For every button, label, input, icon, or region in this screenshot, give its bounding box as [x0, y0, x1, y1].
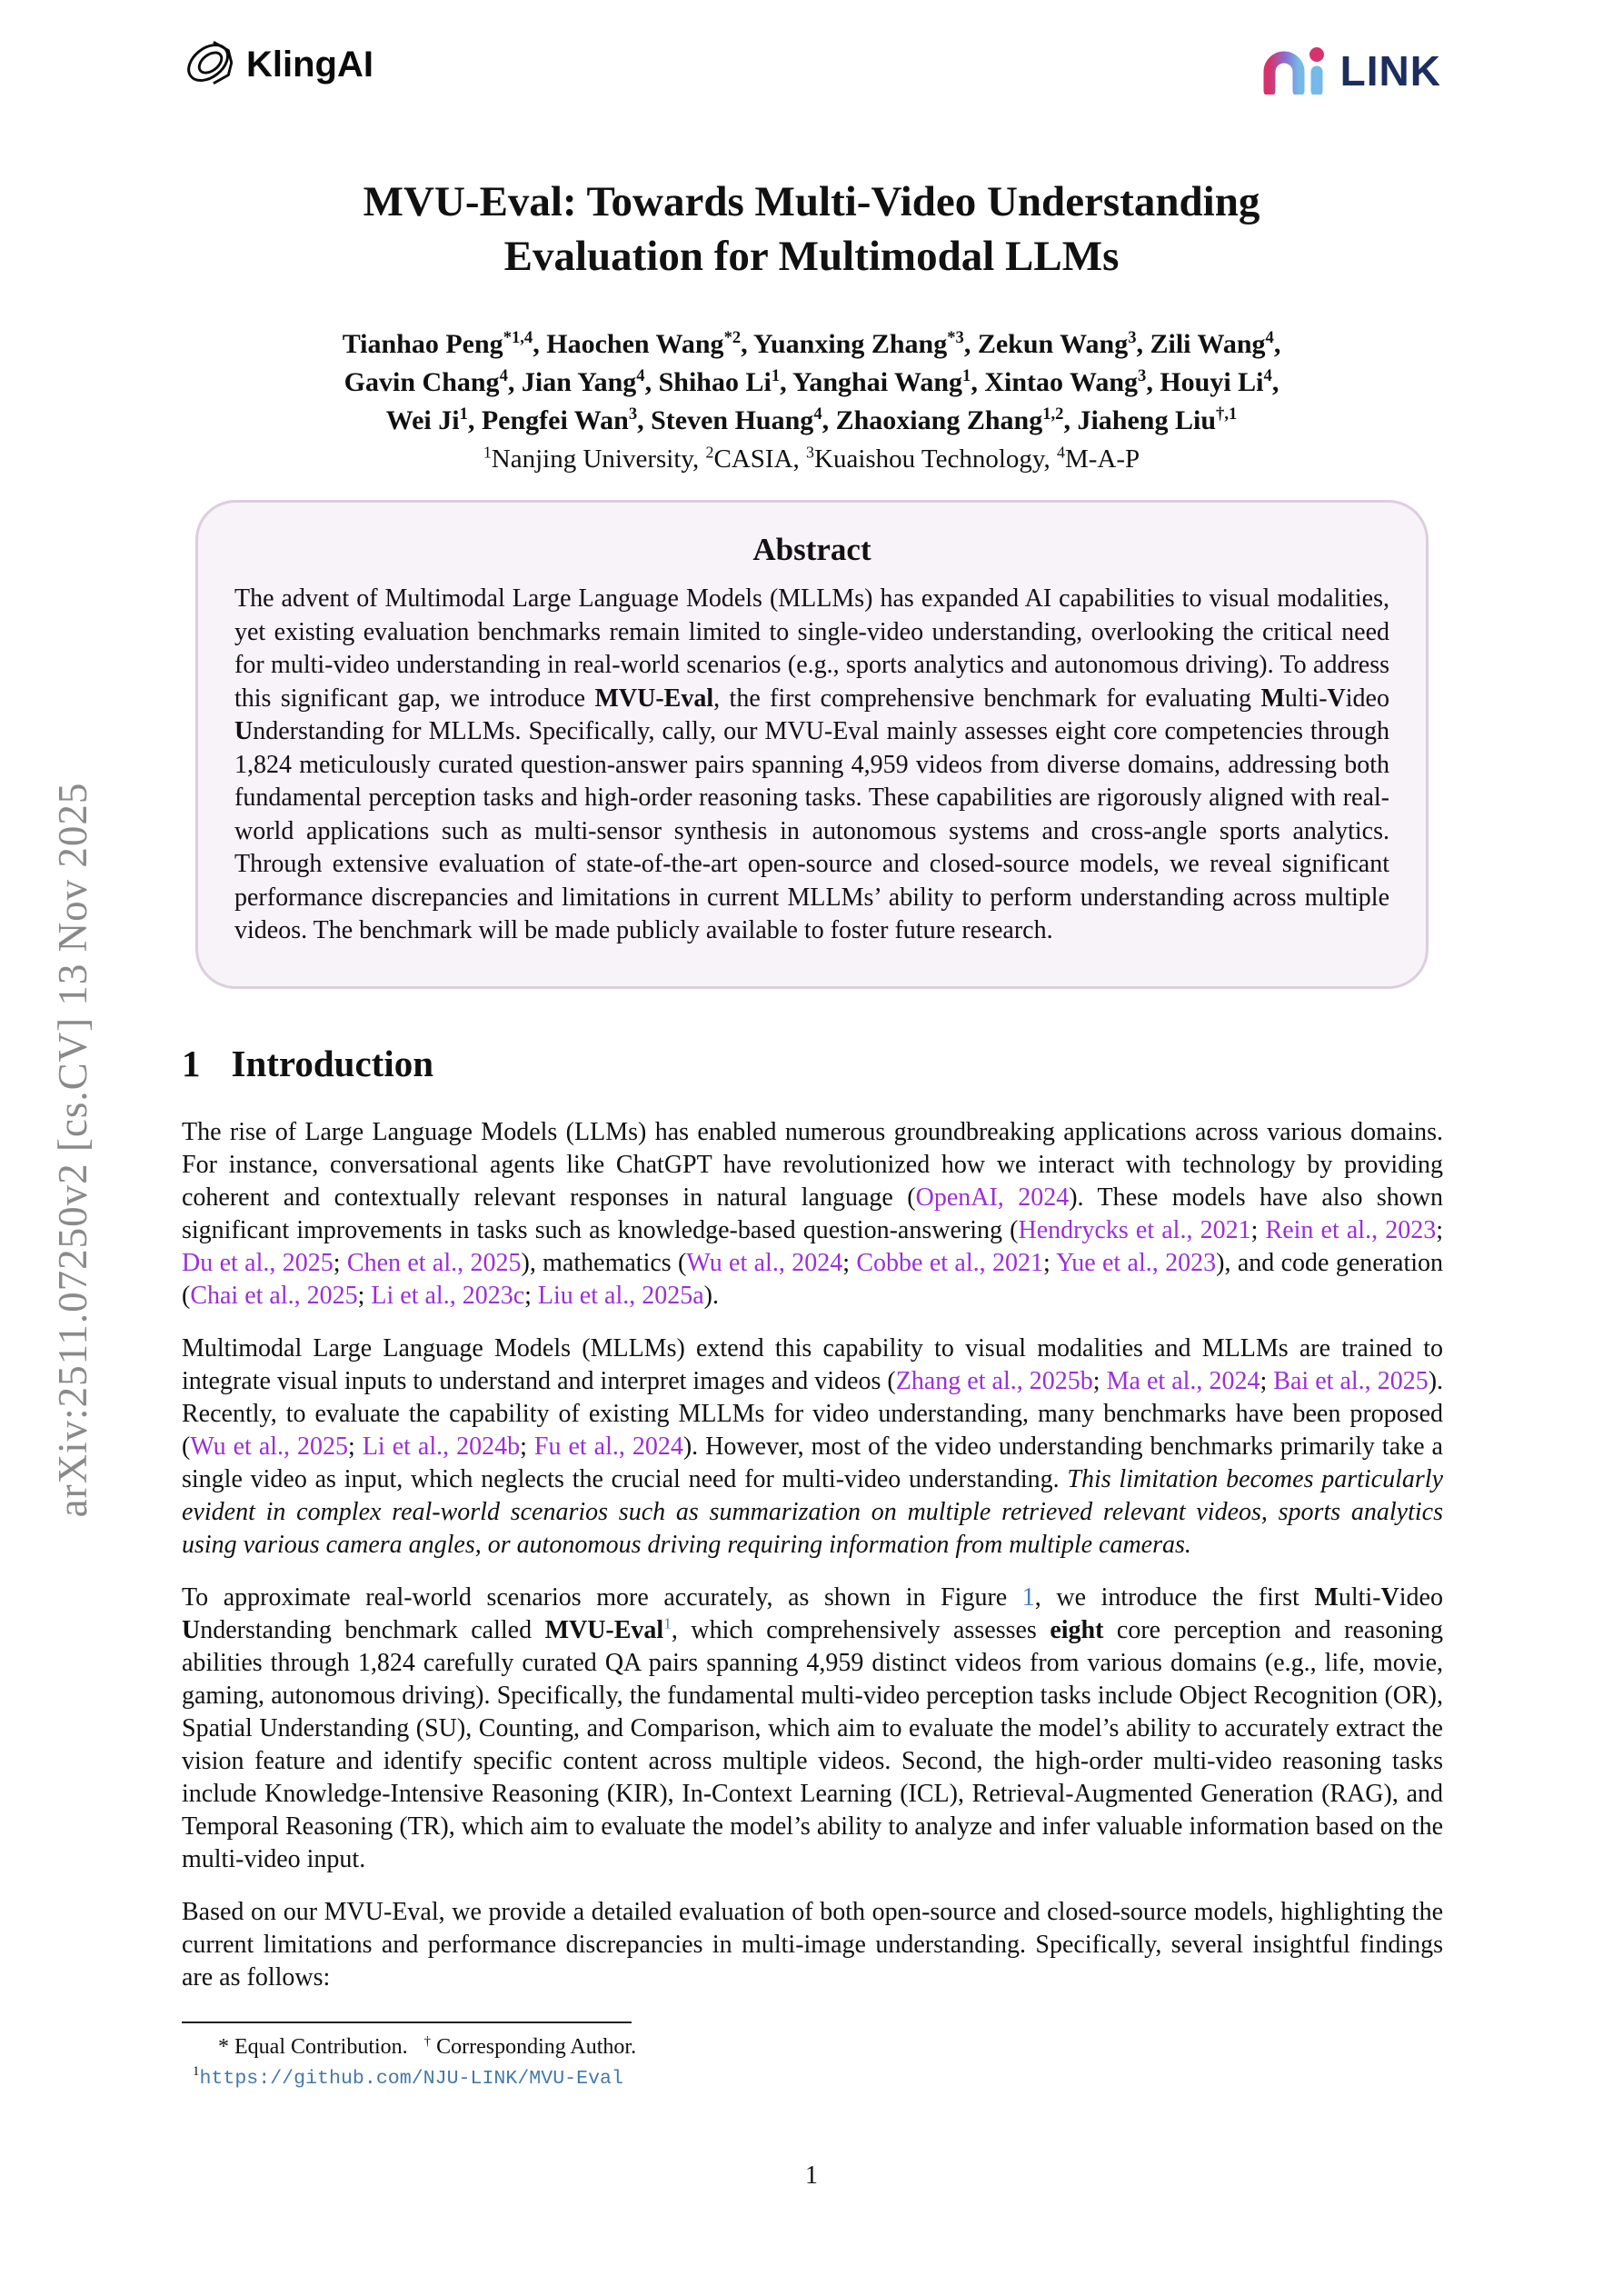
bold-text: eight [1050, 1616, 1104, 1644]
bold-text: U [234, 717, 254, 745]
text-segment: To approximate real-world scenarios more accurately, as shown in Figure [182, 1583, 1022, 1612]
superscript-text-segment: 3 [1138, 366, 1147, 385]
citation-link[interactable]: Du et al., 2025 [182, 1249, 334, 1277]
text-segment: , which comprehensively assesses [671, 1616, 1050, 1644]
citation-link[interactable]: Rein et al., 2023 [1265, 1216, 1437, 1244]
abstract-box [195, 500, 1429, 989]
citation-link[interactable]: Li et al., 2023c [371, 1282, 525, 1310]
footnote-contribution [182, 2032, 1443, 2062]
text-segment: ; [348, 1433, 363, 1461]
intro-paragraph-3 [182, 1582, 1443, 1876]
text-segment: , Xintao Wang [971, 367, 1139, 397]
nlink-logo-text: LINK [1339, 46, 1441, 95]
kling-logo-text: KlingAI [246, 45, 373, 85]
text-segment: ), mathematics ( [521, 1249, 687, 1277]
bold-text: V [1327, 684, 1346, 713]
superscript-text-segment: † [423, 2034, 432, 2049]
text-segment: The rise of Large Language Models (LLMs) has enabled numerous groundbreaking applications across various domains. For instance, conversational agents like ChatGPT have revolutionized how we interact with technology by providing coherent and contextually relevant responses in natural language ( [182, 1118, 1443, 1212]
text-segment: , the first comprehensive benchmark for evaluating [713, 684, 1261, 713]
text-segment: , Zekun Wang [963, 329, 1129, 359]
superscript-text-segment: *3 [947, 328, 964, 347]
text-segment: ). However, most of the video understanding benchmarks primarily take a single video as input, which neglects the crucial need for multi-video understanding. [182, 1433, 1443, 1493]
text-segment: ; [1092, 1367, 1107, 1395]
bold-text: M [1260, 684, 1285, 713]
citation-link[interactable]: Ma et al., 2024 [1106, 1367, 1260, 1395]
text-segment: ; [1042, 1249, 1057, 1277]
nlink-logo-icon [1260, 42, 1335, 99]
superscript-text-segment: *1,4 [503, 328, 533, 347]
superscript-text-segment: 1 [771, 366, 781, 385]
text-segment: ). Recently, to evaluate the capability of existing MLLMs for video understanding, many benchmarks have been proposed ( [182, 1367, 1444, 1461]
superscript-text-segment: 1 [962, 366, 971, 385]
kling-logo [184, 36, 373, 94]
intro-paragraph-1 [182, 1116, 1443, 1313]
superscript-text-segment: 4 [499, 366, 508, 385]
text-segment: Gavin Chang [344, 367, 500, 397]
citation-link[interactable]: Li et al., 2024b [362, 1433, 521, 1461]
text-segment: nderstanding benchmark called [200, 1616, 545, 1644]
text-segment: , Shihao Li [644, 367, 772, 397]
superscript-reference-link[interactable]: 1 [663, 1614, 672, 1632]
text-segment: Multimodal Large Language Models (MLLMs) extend this capability to visual modalities and MLLMs are trained to integrate visual inputs to understand and interpret images and videos ( [182, 1334, 1443, 1395]
text-segment: Corresponding Author. [431, 2035, 637, 2059]
text-segment: , Zhaoxiang Zhang [821, 405, 1043, 435]
intro-paragraph-2 [182, 1333, 1443, 1562]
text-segment: M-A-P [1065, 444, 1140, 474]
text-segment: The advent of Multimodal Large Language Models (MLLMs) has expanded AI capabilities to visual modalities, yet existing evaluation benchmarks remain limited to single-video understanding, overlooking the critical need for multi-video understanding in real-world scenarios (e.g., sports analytics and autonomous driving). To address this significant gap, we introduce [234, 584, 1389, 713]
citation-link[interactable]: Wu et al., 2025 [190, 1433, 349, 1461]
nlink-logo [1260, 42, 1441, 99]
superscript-text-segment: 4 [813, 404, 822, 424]
text-segment: ; [842, 1249, 857, 1277]
text-segment: ; [1260, 1367, 1274, 1395]
text-segment: , Pengfei Wan [467, 405, 629, 435]
superscript-text-segment: 4 [1057, 443, 1065, 462]
text-segment: core perception and reasoning abilities through 1,824 carefully curated QA pairs spanning 4,959 distinct videos from various domains (e.g., life, movie, gaming, autonomous driving). Specifically, the fundamental multi-video perception tasks include Object Recognition (OR), Spatial Understanding (SU), Counting, and Comparison, which aim to evaluate the model’s ability to accurately extract the vision feature and identify specific content across multiple videos. Second, the high-order multi-video reasoning tasks include Knowledge-Intensive Reasoning (KIR), In-Context Learning (ICL), Retrieval-Augmented Generation (RAG), and Temporal Reasoning (TR), which aim to evaluate the model’s ability to analyze and infer valuable information based on the multi-video input. [182, 1616, 1443, 1873]
author-line [0, 402, 1623, 440]
superscript-text-segment: 3 [628, 404, 638, 424]
text-segment: Kuaishou Technology, [814, 444, 1058, 474]
citation-link[interactable]: Hendrycks et al., 2021 [1018, 1216, 1251, 1244]
author-block [0, 325, 1623, 478]
arxiv-stamp: arXiv:2511.07250v2 [cs.CV] 13 Nov 2025 [50, 782, 95, 1518]
text-segment: , [1273, 329, 1281, 359]
superscript-text-segment: 1 [459, 404, 468, 424]
citation-link[interactable]: Bai et al., 2025 [1273, 1367, 1429, 1395]
citation-link[interactable]: Zhang et al., 2025b [895, 1367, 1093, 1395]
superscript-text-segment: 4 [1265, 328, 1274, 347]
section-heading-introduction [182, 1042, 1443, 1085]
footnote-github-url [182, 2062, 1443, 2094]
citation-link[interactable]: Liu et al., 2025a [537, 1282, 704, 1310]
text-segment: ). [703, 1282, 719, 1310]
paper-title [0, 175, 1623, 284]
citation-link[interactable]: Chen et al., 2025 [346, 1249, 522, 1277]
text-segment: ulti- [1338, 1583, 1381, 1612]
text-segment: Nanjing University, [491, 444, 706, 474]
text-segment: Based on our MVU-Eval, we provide a detailed evaluation of both open-source and closed-source models, highlighting the current limitations and performance discrepancies in multi-image understanding. Specifically, several insightful findings are as follows: [182, 1898, 1443, 1992]
superscript-text-segment: *2 [723, 328, 742, 347]
footnote-rule [182, 2021, 632, 2023]
citation-link[interactable]: Cobbe et al., 2021 [856, 1249, 1043, 1277]
italic-text: This limitation becomes particularly evident in complex real-world scenarios such as summarization on multiple retrieved relevant videos, sports analytics using various camera angles, or autonomous driving requiring information from multiple cameras. [182, 1465, 1443, 1559]
reference-link[interactable]: 1 [1021, 1583, 1035, 1612]
text-segment: , Yuanxing Zhang [741, 329, 948, 359]
bold-text: MVU-Eval [544, 1616, 664, 1644]
text-segment: ulti- [1284, 684, 1328, 713]
text-segment: * Equal Contribution. [218, 2035, 424, 2059]
text-segment: ideo [1345, 684, 1389, 713]
text-segment: , Haochen Wang [533, 329, 724, 359]
author-line [0, 325, 1623, 364]
author-line [0, 364, 1623, 402]
superscript-text-segment: 4 [1263, 366, 1272, 385]
bold-text: U [182, 1616, 201, 1644]
text-segment: , Yanghai Wang [780, 367, 963, 397]
citation-link[interactable]: OpenAI, 2024 [915, 1183, 1070, 1212]
superscript-text-segment: 1 [193, 2064, 200, 2079]
text-segment: , Jian Yang [507, 367, 637, 397]
superscript-text-segment: 3 [1128, 328, 1137, 347]
text-segment: ; [524, 1282, 538, 1310]
section-number: 1 [182, 1043, 201, 1084]
superscript-text-segment: 2 [705, 443, 714, 462]
text-segment: , Steven Huang [637, 405, 814, 435]
abstract-heading: Abstract [752, 532, 871, 567]
section-title: Introduction [231, 1043, 434, 1084]
text-segment: ; [520, 1433, 534, 1461]
text-segment: , [1271, 367, 1279, 397]
text-segment: ; [1250, 1216, 1266, 1244]
text-segment: nderstanding for MLLMs. Specifically, cally, our MVU-Eval mainly assesses eight core competencies through 1,824 meticulously curated question-answer pairs spanning 4,959 videos from diverse domains, addressing both fundamental perception tasks and high-order reasoning tasks. These capabilities are rigorously aligned with real-world applications such as multi-sensor synthesis in autonomous systems and cross-angle sports analytics. Through extensive evaluation of state-of-the-art open-source and closed-source models, we reveal significant performance discrepancies and limitations in current MLLMs’ ability to perform understanding across multiple videos. The benchmark will be made publicly available to foster future research. [234, 717, 1389, 944]
affiliations-line [0, 440, 1623, 478]
superscript-text-segment: †,1 [1216, 404, 1238, 424]
superscript-text-segment: 1,2 [1042, 404, 1064, 424]
text-segment: , Houyi Li [1146, 367, 1264, 397]
text-segment: ), and code generation ( [182, 1249, 1444, 1310]
kling-logo-icon [184, 36, 237, 94]
superscript-text-segment: 3 [806, 443, 815, 462]
text-segment: ; [1436, 1216, 1444, 1244]
citation-link[interactable]: Fu et al., 2024 [533, 1433, 683, 1461]
abstract-body [234, 583, 1389, 948]
text-segment: ; [333, 1249, 347, 1277]
citation-link[interactable]: Chai et al., 2025 [190, 1282, 358, 1310]
paper-title-line2: Evaluation for Multimodal LLMs [503, 233, 1120, 280]
text-segment: Tianhao Peng [342, 329, 503, 359]
url-link[interactable]: https://github.com/NJU-LINK/MVU-Eval [199, 2068, 623, 2090]
bold-text: M [1314, 1583, 1339, 1612]
paper-title-line1: MVU-Eval: Towards Multi-Video Understanding [363, 178, 1260, 225]
text-segment: ; [357, 1282, 372, 1310]
superscript-text-segment: 1 [483, 443, 492, 462]
text-segment: , Zili Wang [1136, 329, 1266, 359]
text-segment: ideo [1399, 1583, 1443, 1612]
text-segment: ). These models have also shown significant improvements in tasks such as knowledge-based question-answering ( [182, 1183, 1443, 1244]
intro-paragraph-4 [182, 1896, 1443, 1994]
main-column [182, 1042, 1443, 2094]
citation-link[interactable]: Yue et al., 2023 [1056, 1249, 1217, 1277]
text-segment: Wei Ji [385, 405, 460, 435]
text-segment: , we introduce the first [1034, 1583, 1315, 1612]
bold-text: V [1380, 1583, 1399, 1612]
bold-text: MVU-Eval [594, 684, 714, 713]
text-segment: , Jiaheng Liu [1063, 405, 1217, 435]
text-segment: CASIA, [713, 444, 807, 474]
citation-link[interactable]: Wu et al., 2024 [686, 1249, 843, 1277]
page-number: 1 [805, 2161, 818, 2190]
superscript-text-segment: 4 [636, 366, 645, 385]
